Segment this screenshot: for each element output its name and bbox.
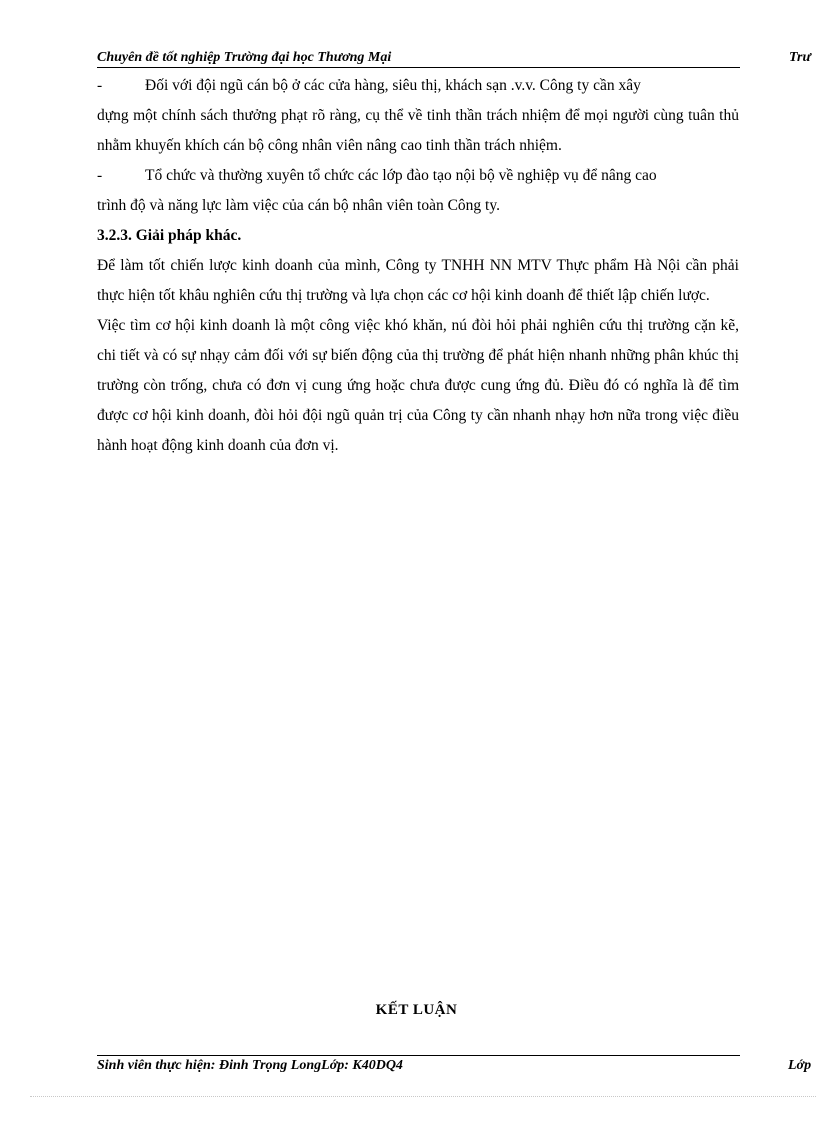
section-heading: 3.2.3. Giải pháp khác. — [97, 227, 242, 244]
bullet-paragraph-1 — [97, 71, 739, 161]
bullet-2-first-line — [97, 161, 739, 191]
bullet-paragraph-2 — [97, 161, 739, 221]
bullet-dash: - — [97, 167, 103, 184]
conclusion-heading: KẾT LUẬN — [375, 1002, 458, 1018]
paragraph-1: Để làm tốt chiến lược kinh doanh của mình, Công ty TNHH NN MTV Thực phẩm Hà Nội cần phải thực hiện tốt khâu nghiên cứu thị trường và lựa chọn các cơ hội kinh doanh để thiết lập chiến lược. — [97, 257, 739, 304]
page-header-title: Chuyên đề tốt nghiệp Trường đại học Thương Mại — [97, 50, 392, 65]
page-footer-student: Sinh viên thực hiện: Đinh Trọng LongLớp: K40DQ4 — [97, 1058, 403, 1073]
bullet-1-rest-text: dựng một chính sách thưởng phạt rõ ràng, cụ thể về tinh thần trách nhiệm để mọi người cùng tuân thủ nhằm khuyến khích cán bộ công nhân viên nâng cao tinh thần trách nhiệm. — [97, 107, 739, 154]
page-footer-right-fragment: Lớp — [788, 1058, 812, 1073]
header-rule — [97, 67, 740, 68]
footer-rule — [97, 1055, 740, 1056]
bullet-dash: - — [97, 77, 103, 94]
document-body — [97, 71, 739, 461]
page-bottom-dotted-line — [30, 1096, 816, 1097]
paragraph-2: Việc tìm cơ hội kinh doanh là một công việc khó khăn, nú đòi hỏi phải nghiên cứu thị trường cặn kẽ, chi tiết và có sự nhạy cảm đối với sự biến động của thị trường để phát hiện nhanh những phân khúc thị trường còn trống, chưa có đơn vị cung ứng hoặc chưa được cung ứng đủ. Điều đó có nghĩa là để tìm được cơ hội kinh doanh, đòi hỏi đội ngũ quản trị của Công ty cần nhanh nhạy hơn nữa trong việc điều hành hoạt động kinh doanh của đơn vị. — [97, 317, 739, 454]
bullet-1-first-line — [97, 71, 739, 101]
bullet-2-rest-text: trình độ và năng lực làm việc của cán bộ nhân viên toàn Công ty. — [97, 197, 500, 214]
page-header-right-fragment: Trư — [789, 50, 811, 65]
bullet-1-lead-text: Đối với đội ngũ cán bộ ở các cửa hàng, siêu thị, khách sạn .v.v. Công ty cần xây — [145, 77, 641, 94]
bullet-2-lead-text: Tổ chức và thường xuyên tổ chức các lớp đào tạo nội bộ về nghiệp vụ để nâng cao — [145, 167, 657, 184]
